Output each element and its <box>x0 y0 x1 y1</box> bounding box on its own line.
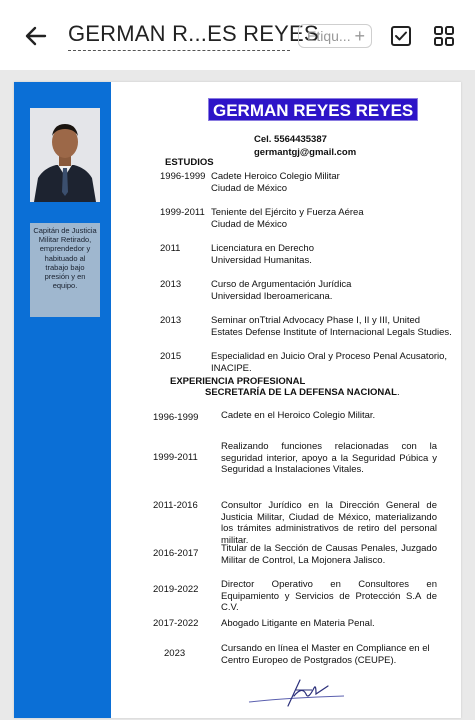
education-year: 2015 <box>160 351 182 362</box>
experience-year: 2016-2017 <box>153 548 199 559</box>
experience-year: 1999-2011 <box>153 452 198 463</box>
experience-text: Cursando en línea el Master en Compliance en el Centro Europeo de Postgrados (CEUPE). <box>221 643 430 666</box>
document-title[interactable]: GERMAN R...ES REYES <box>68 21 319 46</box>
education-year: 1999-2011 <box>160 207 205 218</box>
grid-view-button[interactable] <box>432 24 456 48</box>
employer-name: SECRETARÍA DE LA DEFENSA NACIONAL <box>205 387 397 398</box>
grid-icon <box>432 24 456 48</box>
education-line: Especialidad en Juicio Oral y Proceso Penal Acusatorio, <box>211 351 448 362</box>
experience-year: 2023 <box>164 648 186 659</box>
add-tag-chip[interactable] <box>298 24 372 48</box>
experience-text: Cadete en el Heroico Colegio Militar. <box>221 410 376 421</box>
document-viewer[interactable] <box>0 70 475 720</box>
cv-sidebar <box>14 82 111 718</box>
experience-year: 2017-2022 <box>153 618 199 629</box>
experience-year: 1996-1999 <box>153 412 199 423</box>
title-underline <box>68 50 290 51</box>
document-page[interactable] <box>14 82 461 718</box>
profile-summary: Capitán de Justicia Militar Retirado, emprendedor y habituado al trabajo bajo presión y en equipo. <box>30 223 100 317</box>
experience-text: Realizando funciones relacionadas con la seguridad interior, apoyo a la Seguridad Púbica y Seguridad a Instalaciones Vitales. <box>221 441 437 476</box>
education-year: 2013 <box>160 315 182 326</box>
profile-photo <box>30 108 100 202</box>
education-line: Curso de Argumentación Jurídica <box>211 279 352 290</box>
education-line: Universidad Iberoamericana. <box>211 291 333 302</box>
top-app-bar <box>0 0 475 70</box>
experience-year: 2019-2022 <box>153 584 199 595</box>
education-year: 1996-1999 <box>160 171 206 182</box>
checkbox-icon <box>389 24 413 48</box>
experience-text: Abogado Litigante en Materia Penal. <box>221 618 375 629</box>
experience-year: 2011-2016 <box>153 500 198 511</box>
education-year: 2011 <box>160 243 181 254</box>
email-text: germantgj@gmail.com <box>254 147 357 158</box>
education-line: Ciudad de México <box>211 219 288 230</box>
tag-placeholder: Etiqu... <box>307 28 351 44</box>
education-year: 2013 <box>160 279 182 290</box>
experience-text: Titular de la Sección de Causas Penales, Juzgado Militar de Control, La Mojonera Jalisco. <box>221 543 437 566</box>
cv-name: GERMAN REYES REYES <box>208 98 418 121</box>
education-heading: ESTUDIOS <box>165 157 214 168</box>
arrow-left-icon <box>22 22 50 50</box>
experience-subheading <box>205 387 400 398</box>
experience-heading: EXPERIENCIA PROFESIONAL <box>170 376 306 387</box>
education-line: Estates Defense Institute of Internacional Legals Studies. <box>211 327 452 338</box>
education-line: Cadete Heroico Colegio Militar <box>211 171 340 182</box>
education-line: Teniente del Ejército y Fuerza Aérea <box>211 207 364 218</box>
education-line: Ciudad de México <box>211 183 288 194</box>
education-line: Licenciatura en Derecho <box>211 243 314 254</box>
education-line: INACIPE. <box>211 363 252 374</box>
education-line: Seminar onTtrial Advocacy Phase I, II y III, United <box>211 315 421 326</box>
education-line: Universidad Humanitas. <box>211 255 312 266</box>
back-button[interactable] <box>22 22 50 50</box>
select-button[interactable] <box>389 24 413 48</box>
experience-text: Consultor Jurídico en la Dirección General de Justicia Militar, Ciudad de México, materializando los trámites administrativos de retiro del personal militar. <box>221 500 437 546</box>
phone-text: Cel. 5564435387 <box>254 134 327 145</box>
experience-text: Director Operativo en Consultores en Equipamiento y Servicios de Protección S.A de C.V. <box>221 579 437 614</box>
employer-period: . <box>396 387 400 398</box>
plus-icon: + <box>354 26 365 46</box>
signature-image <box>244 672 354 712</box>
